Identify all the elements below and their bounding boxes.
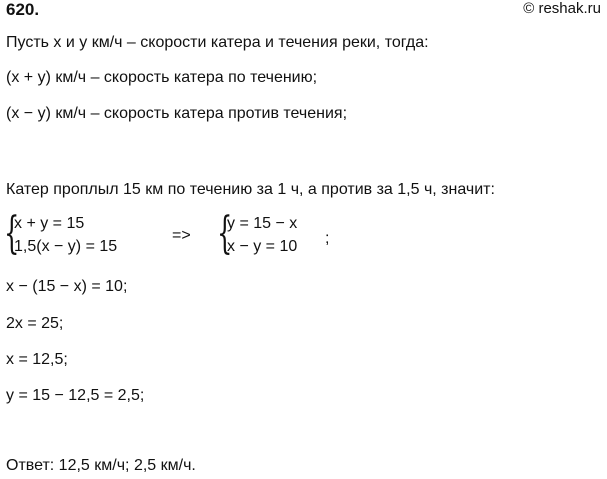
- condition-line: Катер проплыл 15 км по течению за 1 ч, а против за 1,5 ч, значит:: [6, 181, 495, 198]
- problem-number: 620.: [6, 0, 40, 19]
- x-value-line: x = 12,5;: [6, 351, 68, 368]
- system2-brace: {: [217, 208, 233, 259]
- downstream-speed-line: (x + y) км/ч – скорость катера по течению;: [6, 69, 318, 86]
- system1-eq2: 1,5(x − y) = 15: [14, 238, 118, 255]
- site-watermark: © reshak.ru: [523, 0, 601, 17]
- intro-line: Пусть x и y км/ч – скорости катера и течения реки, тогда:: [6, 34, 429, 51]
- system1-eq1: x + y = 15: [14, 215, 85, 232]
- system2-semicolon: ;: [325, 230, 330, 247]
- substitution-line: x − (15 − x) = 10;: [6, 278, 128, 295]
- system2-eq1: y = 15 − x: [227, 215, 298, 232]
- simplified-line: 2x = 25;: [6, 315, 64, 332]
- system1-brace: {: [4, 208, 20, 259]
- y-value-line: y = 15 − 12,5 = 2,5;: [6, 387, 145, 404]
- implies-arrow: =>: [172, 227, 191, 244]
- answer-line: Ответ: 12,5 км/ч; 2,5 км/ч.: [6, 457, 196, 474]
- upstream-speed-line: (x − y) км/ч – скорость катера против течения;: [6, 105, 348, 122]
- system2-eq2: x − y = 10: [227, 238, 298, 255]
